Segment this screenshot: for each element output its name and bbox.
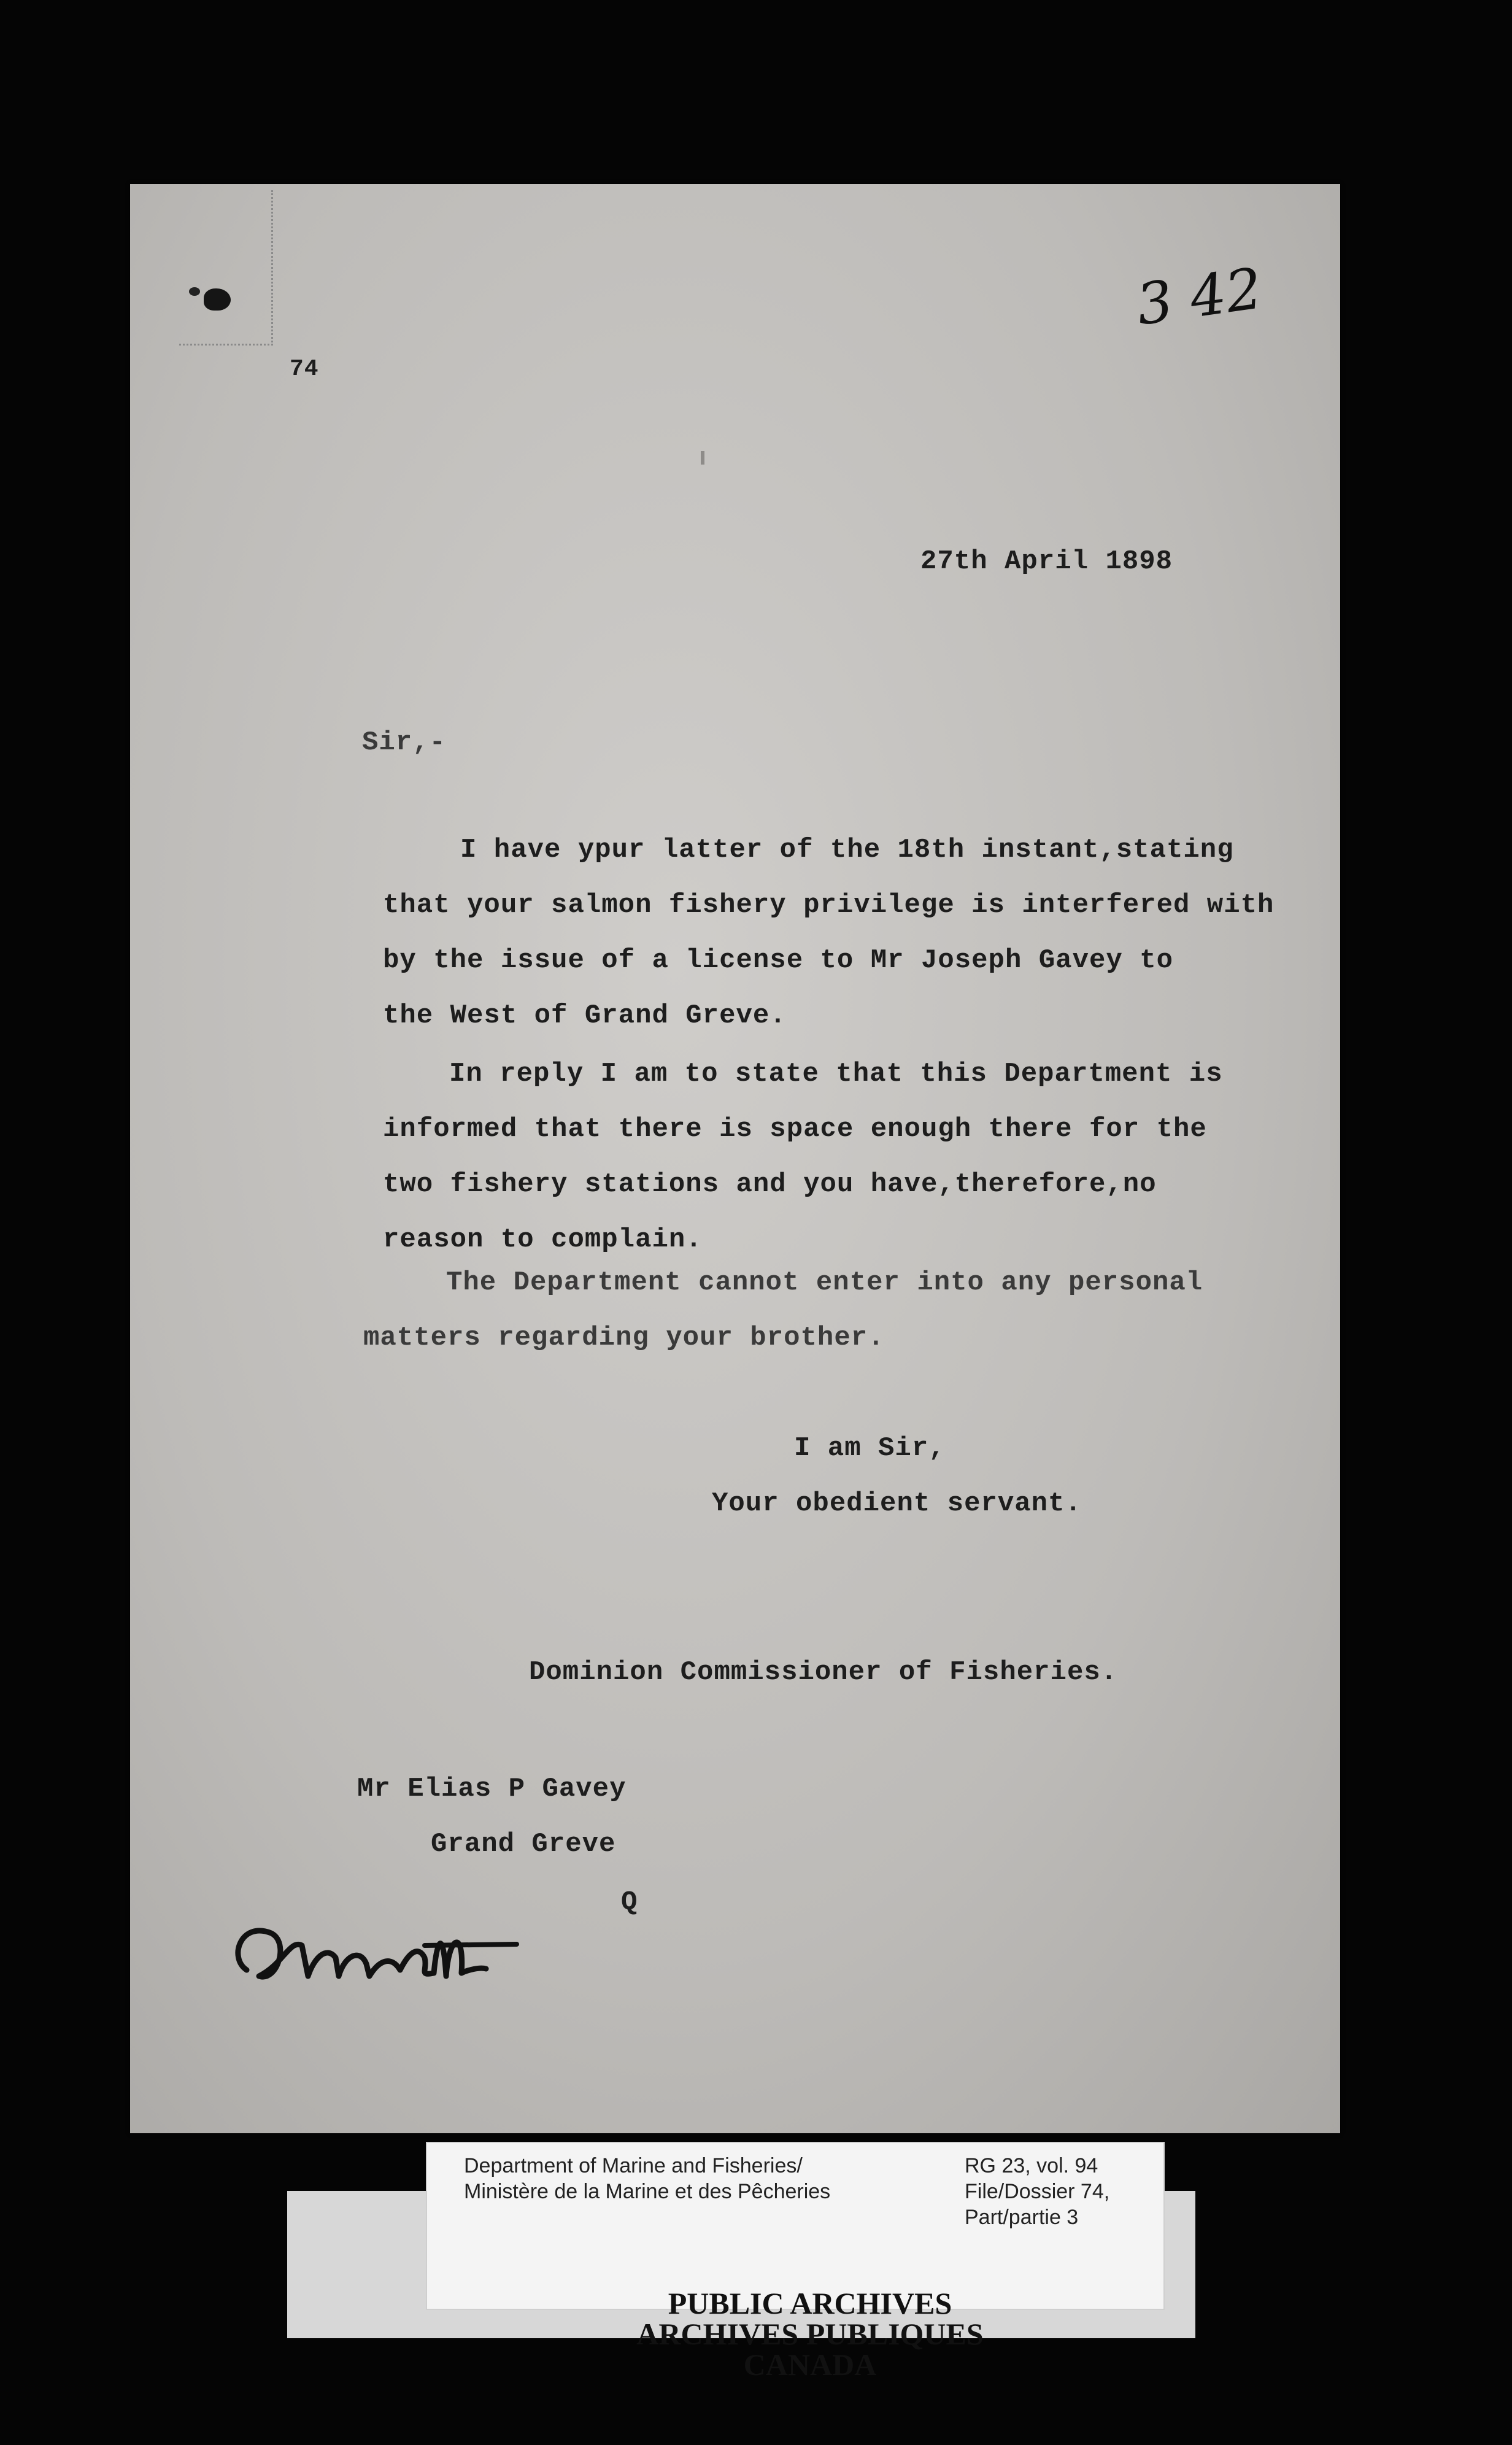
addressee-province: Q xyxy=(621,1887,638,1918)
margin-note: 3 42 xyxy=(1132,255,1267,338)
ink-blot xyxy=(204,288,231,311)
archive-reference: Part/partie 3 xyxy=(965,2206,1079,2229)
salutation: Sir,- xyxy=(362,727,447,758)
body-line: two fishery stations and you have,therefore,no xyxy=(383,1169,1157,1200)
corner-number: 74 xyxy=(290,356,319,382)
closing-line: Your obedient servant. xyxy=(712,1488,1082,1519)
archive-label xyxy=(426,2142,1165,2310)
archives-stamp-line: PUBLIC ARCHIVES xyxy=(668,2286,952,2320)
body-line: In reply I am to state that this Department is xyxy=(449,1059,1223,1089)
closing-line: I am Sir, xyxy=(794,1433,946,1464)
archives-stamp-line: ARCHIVES PUBLIQUES xyxy=(636,2317,984,2351)
letter-date: 27th April 1898 xyxy=(920,546,1173,577)
addressee-name: Mr Elias P Gavey xyxy=(357,1774,627,1804)
body-line: by the issue of a license to Mr Joseph Gavey to xyxy=(383,945,1174,976)
body-line: that your salmon fishery privilege is interfered with xyxy=(383,890,1275,921)
addressee-place: Grand Greve xyxy=(431,1829,616,1860)
body-line: matters regarding your brother. xyxy=(363,1323,885,1353)
corner-stamp-box xyxy=(179,190,273,346)
archive-reference: File/Dossier 74, xyxy=(965,2180,1110,2203)
department-en: Department of Marine and Fisheries/ xyxy=(464,2154,803,2177)
body-line: reason to complain. xyxy=(383,1224,703,1255)
signatory-title: Dominion Commissioner of Fisheries. xyxy=(529,1657,1118,1688)
letter-page xyxy=(130,184,1340,2133)
archive-reference: RG 23, vol. 94 xyxy=(965,2154,1098,2177)
archives-stamp xyxy=(552,2288,1068,2380)
body-line: informed that there is space enough there for the xyxy=(383,1114,1207,1145)
department-fr: Ministère de la Marine et des Pêcheries xyxy=(464,2180,831,2203)
ink-blot xyxy=(189,287,200,296)
archives-stamp-line: CANADA xyxy=(743,2347,877,2382)
handwritten-initials xyxy=(222,1896,566,2010)
body-line: The Department cannot enter into any personal xyxy=(446,1267,1203,1298)
body-line: I have ypur latter of the 18th instant,stating xyxy=(460,835,1234,865)
body-line: the West of Grand Greve. xyxy=(383,1000,787,1031)
paper-speck xyxy=(701,451,704,465)
